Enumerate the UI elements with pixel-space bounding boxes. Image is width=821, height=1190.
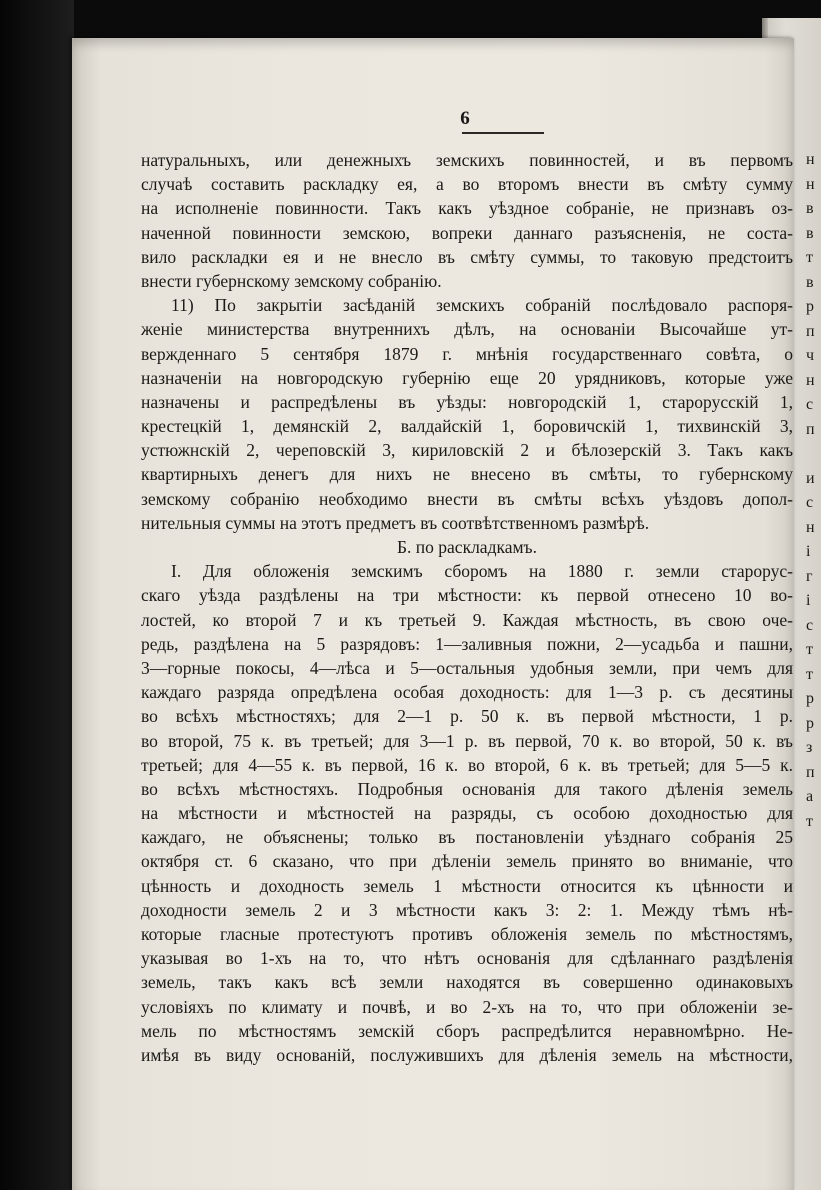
next-page-letter: р <box>806 690 814 707</box>
text-line: нительныя суммы на этотъ предметъ въ соотвѣтственномъ размѣрѣ. <box>141 512 650 533</box>
text-line: мель по мѣстностямъ земскій сборъ распредѣлится неравномѣрно. Не- <box>141 1020 793 1041</box>
next-page-letter: н <box>806 175 815 193</box>
text-line: на исполненіе повинности. Такъ какъ уѣздное собраніе, не признавъ оз- <box>141 198 793 219</box>
text-line: во всѣхъ мѣстностяхъ; для 2—1 р. 50 к. въ первой мѣстности, 1 р. <box>141 706 793 727</box>
text-line: условіяхъ по климату и почвѣ, и во 2-хъ на то, что при обложеніи зе- <box>141 996 793 1017</box>
text-line: лостей, ко второй 7 и къ третьей 9. Каждая мѣстность, въ свою оче- <box>141 609 793 630</box>
next-page-letter: с <box>806 396 814 413</box>
next-page-letter: а <box>806 788 814 805</box>
text-line: назначеніи на новгородскую губернію еще 20 урядниковъ, которые уже <box>141 367 793 388</box>
next-page-letter: н <box>806 518 815 536</box>
text-line: октября ст. 6 сказано, что при дѣленіи земель принято во вниманіе, что <box>141 851 793 872</box>
page-number-rule <box>462 132 544 134</box>
text-line: которые гласные протестуютъ противъ обложенія земель по мѣстностямъ, <box>141 924 793 944</box>
next-page-letter: н <box>806 371 815 389</box>
text-line: крестецкій 1, демянскій 2, валдайскій 1, боровичскій 1, тихвинскій 3, <box>141 416 793 437</box>
text-line: третьей; для 4—55 к. въ первой, 16 к. во второй, 6 к. въ третьей; для 5—5 к. <box>141 754 793 775</box>
page-number: 6 <box>460 108 470 129</box>
text-line: редь, раздѣлена на 5 разрядовъ: 1—заливныя пожни, 2—усадьба и пашни, <box>141 633 793 654</box>
text-line: назначены и распредѣлены въ уѣзды: новгородскій 1, старорусскій 1, <box>141 391 793 412</box>
next-page-letter: і <box>806 543 811 560</box>
next-page-letter: в <box>806 224 814 242</box>
next-page-letter: н <box>806 151 815 168</box>
left-binding-shadow <box>0 0 74 1190</box>
text-line: натуральныхъ, или денежныхъ земскихъ повинностей, и въ первомъ <box>141 150 793 170</box>
next-page-letter: з <box>806 739 813 756</box>
text-line: внести губернскому земскому собранію. <box>141 270 442 291</box>
text-line: доходности земель 2 и 3 мѣстности какъ 3: 2: 1. Между тѣмъ нѣ- <box>141 899 793 920</box>
next-page-letter: п <box>806 763 815 781</box>
section-heading: Б. по раскладкамъ. <box>397 537 537 557</box>
text-line: устюжнскій 2, череповскій 3, кириловскій 2 и бѣлозерскій 3. Такъ какъ <box>141 440 793 461</box>
text-line: во второй, 75 к. въ третьей; для 3—1 р. въ первой, 70 к. во второй, 50 к. въ <box>141 730 793 751</box>
next-page-letter: ч <box>806 347 815 364</box>
text-line: скаго уѣзда раздѣлены на три мѣстности: къ первой отнесено 10 во- <box>141 585 793 606</box>
next-page-letter: и <box>806 469 815 487</box>
text-line: на мѣстности и мѣстностей на разряды, съ особою доходностью для <box>141 803 793 824</box>
text-line: 11) По закрытіи засѣданій земскихъ собраній послѣдовало распоря- <box>171 295 793 316</box>
text-line: I. Для обложенія земскимъ сборомъ на 1880 г. земли старорус- <box>171 561 793 582</box>
next-page-letter: п <box>806 420 815 438</box>
next-page-letter: т <box>806 249 813 266</box>
next-page-letter: т <box>806 641 813 658</box>
text-line: цѣнность и доходность земель 1 мѣстности относится къ цѣнности и <box>141 875 793 896</box>
text-line: земель, такъ какъ всѣ земли находятся въ совершенно одинаковыхъ <box>141 972 793 993</box>
next-page-letter: г <box>806 567 813 585</box>
text-line: имѣя въ виду основаній, послужившихъ для дѣленія земель на мѣстности, <box>141 1044 793 1065</box>
next-page-letter: т <box>806 665 813 683</box>
next-page-letter-column <box>806 148 821 834</box>
text-line: во всѣхъ мѣстностяхъ. Подробныя основанія для такого дѣленія земель <box>141 778 793 799</box>
next-page-letter: п <box>806 322 815 340</box>
next-page-letter: с <box>806 494 814 511</box>
text-line: квартирныхъ денегъ для нихъ не внесено въ смѣты, то губернскому <box>141 464 793 485</box>
text-line: вержденнаго 5 сентября 1879 г. мнѣнія государственнаго совѣта, о <box>141 343 793 364</box>
next-page-letter: т <box>806 812 813 830</box>
text-line: наченной повинности земскою, вопреки даннаго разъясненія, не соста- <box>141 222 793 243</box>
text-line: земскому собранію необходимо внести въ смѣты всѣхъ уѣздовъ допол- <box>141 488 793 509</box>
text-line: каждаго разряда опредѣлена особая доходность: для 1—3 р. съ десятины <box>141 682 793 703</box>
next-page-letter: в <box>806 200 814 217</box>
next-page-letter: в <box>806 273 814 291</box>
text-line: вило раскладки ея и не внесло въ смѣту суммы, то таковую предстоитъ <box>141 246 793 267</box>
text-line: указывая во 1-хъ на то, что нѣтъ основанія для сдѣланнаго раздѣленія <box>141 948 793 969</box>
text-line: случаѣ составить раскладку ея, а во второмъ внести въ смѣту сумму <box>141 174 793 195</box>
text-line: каждаго, не объяснены; только въ постановленіи уѣзднаго собранія 25 <box>141 827 793 848</box>
text-line: женіе министерства внутреннихъ дѣлъ, на основаніи Высочайше ут- <box>141 319 793 340</box>
text-line: 3—горные покосы, 4—лѣса и 5—остальныя удобныя земли, при чемъ для <box>141 657 793 678</box>
next-page-letter: с <box>806 616 814 634</box>
next-page-letter: і <box>806 592 811 609</box>
next-page-letter: р <box>806 714 814 732</box>
next-page-letter: р <box>806 298 814 315</box>
next-page-letter <box>806 442 821 467</box>
page-text <box>141 148 793 1067</box>
